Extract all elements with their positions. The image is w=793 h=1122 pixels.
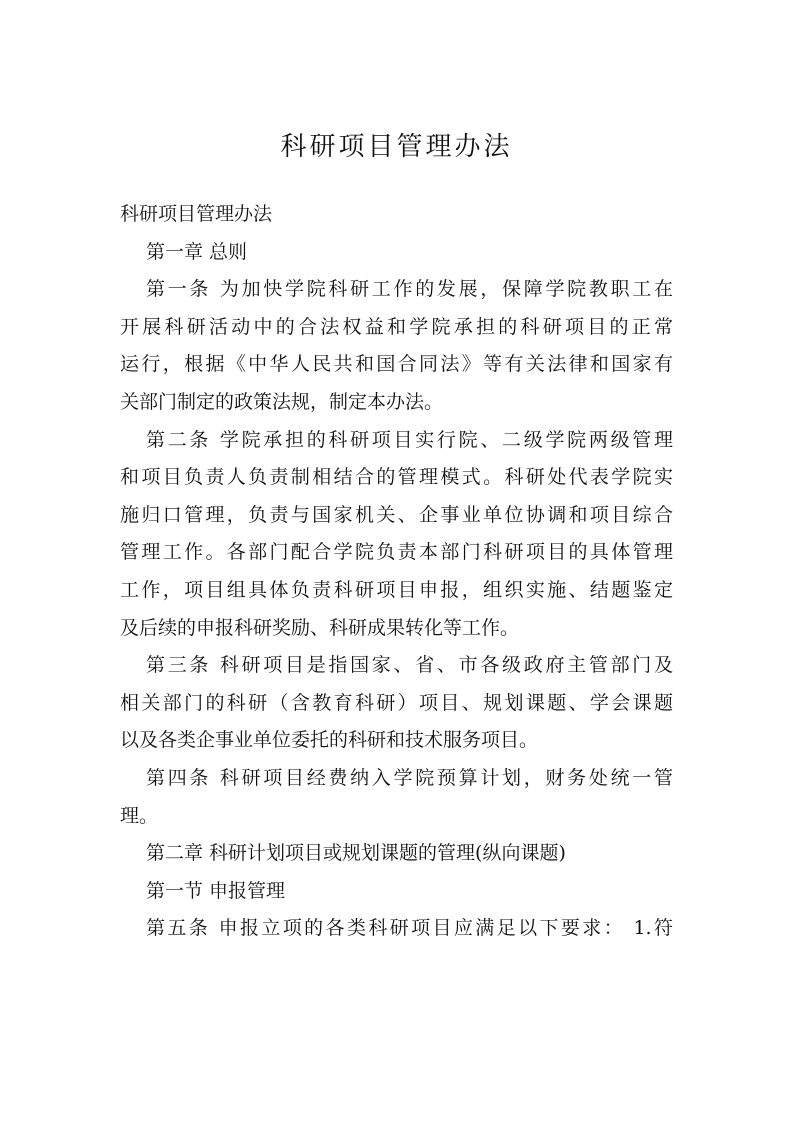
document-body [120, 196, 673, 948]
document-title: 科研项目管理办法 [280, 132, 513, 162]
paragraph-line: 及后续的申报科研奖励、科研成果转化等工作。 [120, 616, 520, 639]
paragraph-line: 运行，根据《中华人民共和国合同法》等有关法律和国家有 [120, 353, 673, 376]
paragraph-line: 相关部门的科研（含教育科研）项目、规划课题、学会课题 [120, 691, 673, 714]
paragraph-line: 理。 [120, 804, 159, 827]
paragraph-line: 管理工作。各部门配合学院负责本部门科研项目的具体管理 [120, 541, 673, 564]
chapter-heading: 第二章 科研计划项目或规划课题的管理(纵向课题) [146, 842, 566, 865]
section-heading: 第一节 申报管理 [146, 879, 286, 902]
paragraph-line: 和项目负责人负责制相结合的管理模式。科研处代表学院实 [120, 466, 673, 489]
paragraph-line: 以及各类企事业单位委托的科研和技术服务项目。 [120, 729, 539, 752]
paragraph-line: 第三条 科研项目是指国家、省、市各级政府主管部门及 [146, 654, 673, 677]
paragraph-line: 工作，项目组具体负责科研项目申报，组织实施、结题鉴定 [120, 578, 673, 601]
paragraph-line: 施归口管理，负责与国家机关、企事业单位协调和项目综合 [120, 503, 673, 526]
paragraph-line: 关部门制定的政策法规，制定本办法。 [120, 390, 444, 413]
paragraph-line: 第二条 学院承担的科研项目实行院、二级学院两级管理 [146, 428, 673, 451]
doc-subtitle: 科研项目管理办法 [120, 203, 273, 225]
paragraph-line: 开展科研活动中的合法权益和学院承担的科研项目的正常 [120, 315, 673, 338]
paragraph-line: 第五条 申报立项的各类科研项目应满足以下要求： 1.符 [146, 917, 673, 940]
paragraph-line: 第一条 为加快学院科研工作的发展，保障学院教职工在 [146, 278, 673, 301]
paragraph-line: 第四条 科研项目经费纳入学院预算计划，财务处统一管 [146, 766, 673, 789]
chapter-heading: 第一章 总则 [146, 240, 248, 263]
